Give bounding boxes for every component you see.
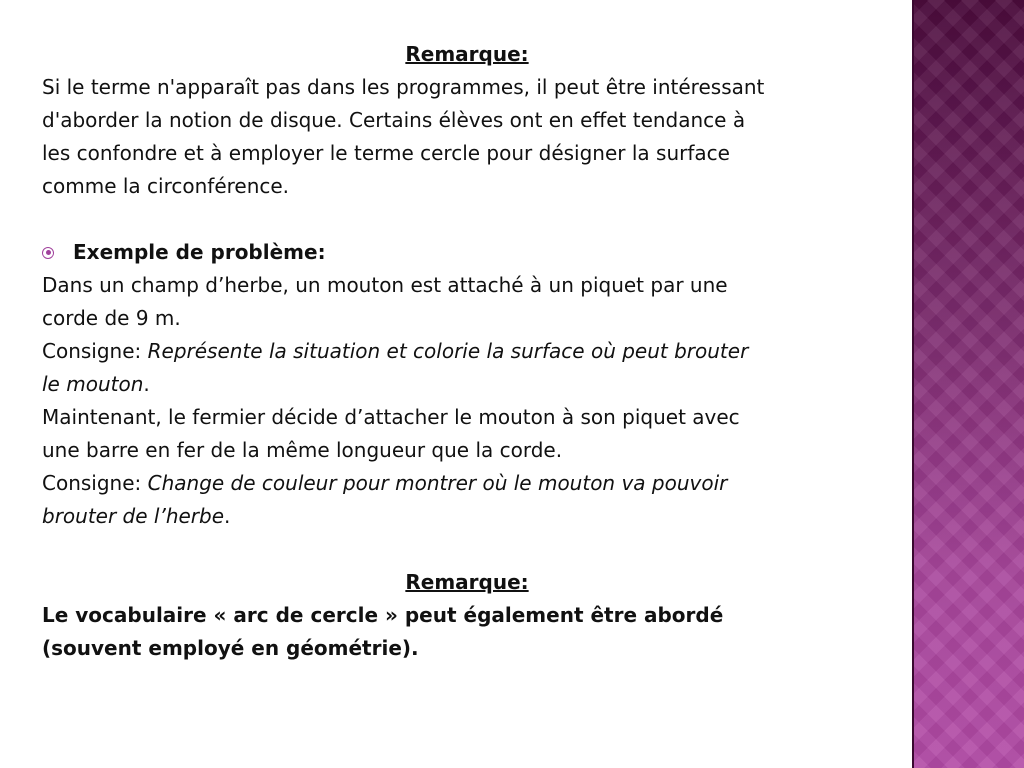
consigne1-line-2 xyxy=(42,368,892,401)
remark2-line-2: (souvent employé en géométrie). xyxy=(42,636,419,660)
consigne2-line-2 xyxy=(42,500,892,533)
consigne1-end: . xyxy=(143,372,150,396)
example-intro-line-1: Dans un champ d’herbe, un mouton est attaché à un piquet par une xyxy=(42,273,728,297)
consigne2-text-a: Change de couleur pour montrer où le mouton va pouvoir xyxy=(147,471,728,495)
consigne2-end: . xyxy=(224,504,231,528)
remark1-title: Remarque: xyxy=(405,42,529,66)
spacer xyxy=(42,533,892,566)
consigne1-label: Consigne: xyxy=(42,339,148,363)
decorative-side-band xyxy=(912,0,1024,768)
consigne1-text-a: Représente la situation et colorie la surface où peut brouter xyxy=(147,339,749,363)
remark1-line-4: comme la circonférence. xyxy=(42,174,290,198)
example-heading-row xyxy=(42,236,892,269)
consigne1-text-b: le mouton xyxy=(42,372,144,396)
slide-body xyxy=(42,38,892,665)
remark1-line-2: d'aborder la notion de disque. Certains élèves ont en effet tendance à xyxy=(42,108,746,132)
consigne1-line-1 xyxy=(42,335,892,368)
spacer xyxy=(42,203,892,236)
example-middle-line-2: une barre en fer de la même longueur que la corde. xyxy=(42,438,563,462)
example-middle-line-1: Maintenant, le fermier décide d’attacher le mouton à son piquet avec xyxy=(42,405,740,429)
example-intro-line-2: corde de 9 m. xyxy=(42,306,181,330)
remark1-line-3: les confondre et à employer le terme cercle pour désigner la surface xyxy=(42,141,730,165)
remark2-title: Remarque: xyxy=(405,570,529,594)
consigne2-text-b: brouter de l’herbe xyxy=(42,504,225,528)
example-heading: Exemple de problème: xyxy=(73,240,326,264)
consigne2-label: Consigne: xyxy=(42,471,148,495)
remark2-line-1: Le vocabulaire « arc de cercle » peut également être abordé xyxy=(42,603,724,627)
remark1-line-1: Si le terme n'apparaît pas dans les programmes, il peut être intéressant xyxy=(42,75,765,99)
consigne2-line-1 xyxy=(42,467,892,500)
radio-bullet-icon xyxy=(42,247,54,259)
